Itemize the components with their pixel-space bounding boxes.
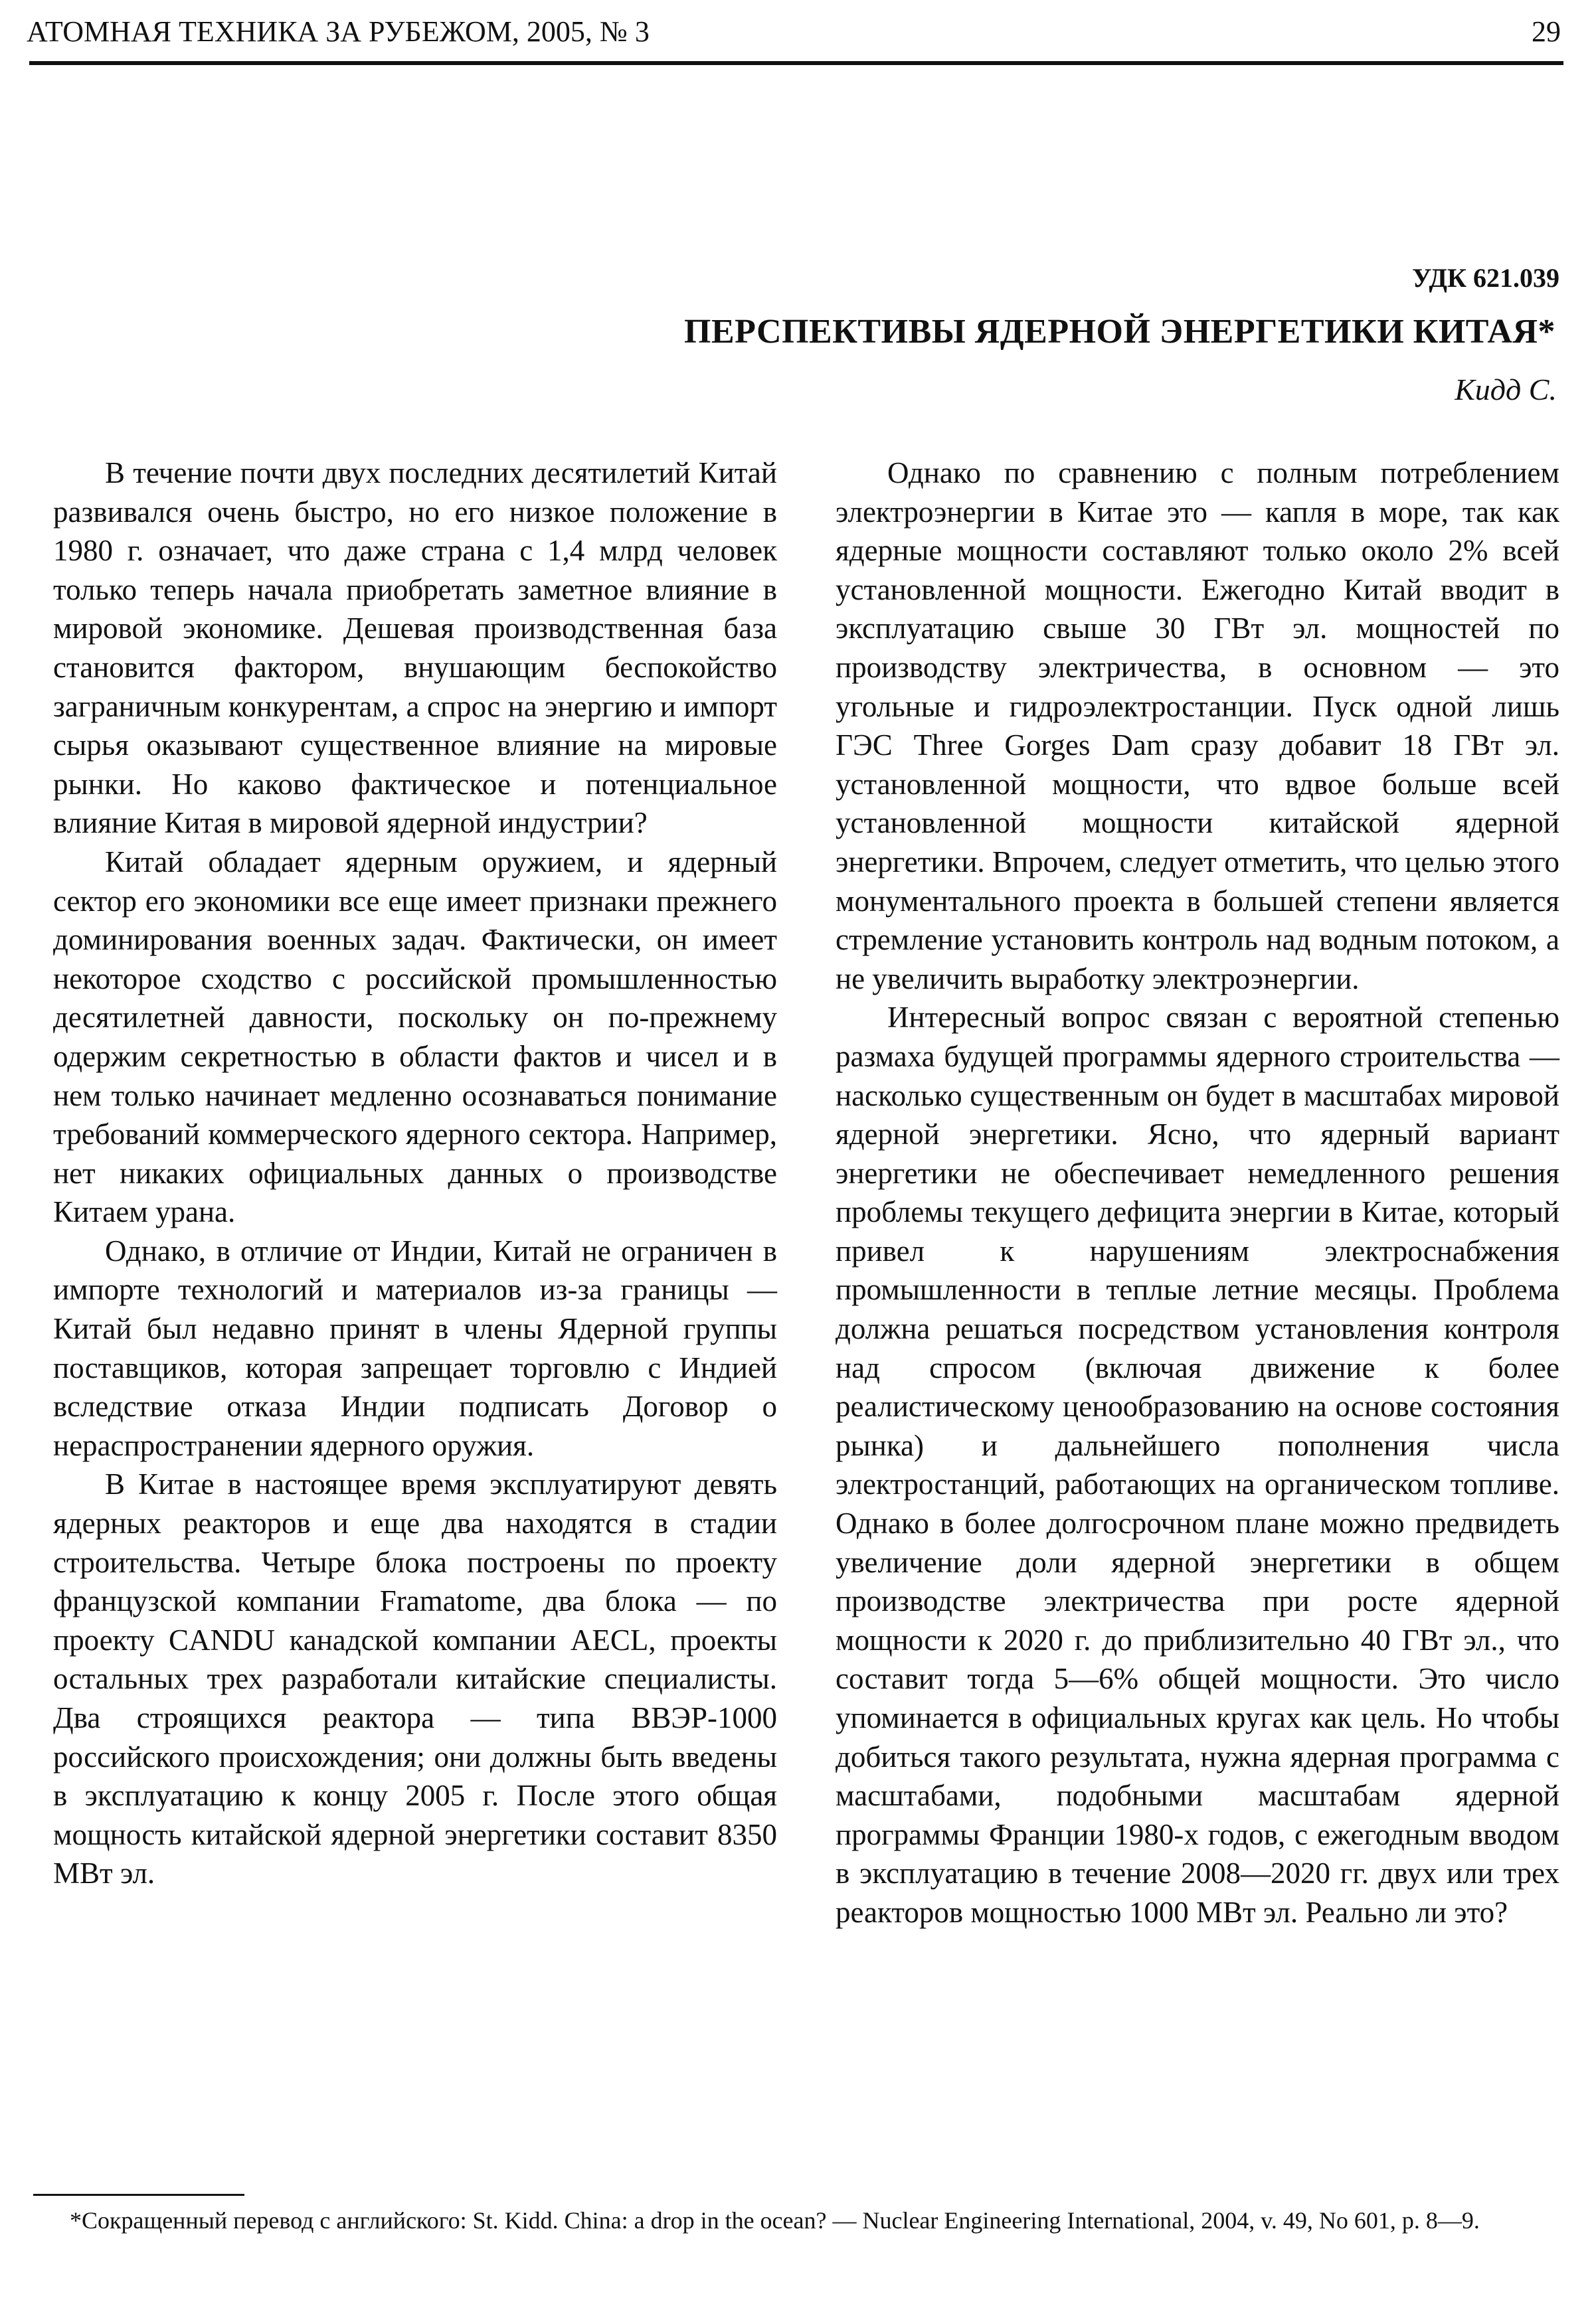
footnote-rule (33, 2194, 244, 2196)
page-number: 29 (1532, 15, 1561, 48)
journal-title: АТОМНАЯ ТЕХНИКА ЗА РУБЕЖОМ, 2005, № 3 (27, 15, 650, 48)
paragraph: В течение почти двух последних десятилетий Китай развивался очень быстро, но его низкое положение в 1980 г. означает, что даже страна с 1,4 млрд человек только теперь начала приобретать заметное влияние в мировой экономике. Дешевая производственная база становится фактором, внушающим беспокойство заграничным конкурентам, а спрос на энергию и импорт сырья оказывают существенное влияние на мировые рынки. Но каково фактическое и потенциальное влияние Китая в мировой ядерной индустрии? (53, 456, 777, 840)
article-author: Кидд С. (1455, 373, 1557, 406)
right-column (836, 454, 1559, 1932)
running-head (27, 15, 1561, 48)
header-rule (29, 61, 1563, 65)
left-column (53, 454, 777, 1893)
paragraph: В Китае в настоящее время эксплуатируют девять ядерных реакторов и еще два находятся в стадии строительства. Четыре блока построены по проекту французской компании Framatome, два блока — по проекту CANDU канадской компании AECL, проекты остальных трех разработали китайские специалисты. Два строящихся реактора — типа ВВЭР-1000 российского происхождения; они должны быть введены в эксплуатацию к концу 2005 г. После этого общая мощность китайской ядерной энергетики составит 8350 МВт эл. (53, 1467, 777, 1890)
paragraph: Китай обладает ядерным оружием, и ядерный сектор его экономики все еще имеет признаки прежнего доминирования военных задач. Фактически, он имеет некоторое сходство с российской промышленностью десятилетней давности, поскольку он по-прежнему одержим секретностью в области фактов и чисел и в нем только начинает медленно осознаваться понимание требований коммерческого ядерного сектора. Например, нет никаких официальных данных о производстве Китаем урана. (53, 845, 777, 1229)
udk-code: УДК 621.039 (1412, 263, 1559, 293)
paragraph: Однако, в отличие от Индии, Китай не ограничен в импорте технологий и материалов из-за границы — Китай был недавно принят в члены Ядерной группы поставщиков, которая запрещает торговлю с Индией вследствие отказа Индии подписать Договор о нераспространении ядерного оружия. (53, 1234, 777, 1462)
paragraph: Интересный вопрос связан с вероятной степенью размаха будущей программы ядерного строительства — насколько существенным он будет в масштабах мировой ядерной энергетики. Ясно, что ядерный вариант энергетики не обеспечивает немедленного решения проблемы текущего дефицита энергии в Китае, который привел к нарушениям электроснабжения промышленности в теплые летние месяцы. Проблема должна решаться посредством установления контроля над спросом (включая движение к более реалистическому ценообразованию на основе состояния рынка) и дальнейшего пополнения числа электростанций, работающих на органическом топливе. Однако в более долгосрочном плане можно предвидеть увеличение доли ядерной энергетики в общем производстве электричества при росте ядерной мощности к 2020 г. до приблизительно 40 ГВт эл., что составит тогда 5—6% общей мощности. Это число упоминается в официальных кругах как цель. Но чтобы добиться такого результата, нужна ядерная программа с масштабами, подобными масштабам ядерной программы Франции 1980-х годов, с ежегодным вводом в эксплуатацию в течение 2008—2020 гг. двух или трех реакторов мощностью 1000 МВт эл. Реально ли это? (836, 1001, 1559, 1929)
article-title: ПЕРСПЕКТИВЫ ЯДЕРНОЙ ЭНЕРГЕТИКИ КИТАЯ* (684, 313, 1555, 351)
footnote: *Сокращенный перевод с английского: St. Kidd. China: a drop in the ocean? — Nuclear Engineering International, 2004, v. 49, No 601, p. 8—9. (70, 2207, 1480, 2234)
paragraph: Однако по сравнению с полным потреблением электроэнергии в Китае это — капля в море, так как ядерные мощности составляют только около 2% всей установленной мощности. Ежегодно Китай вводит в эксплуатацию свыше 30 ГВт эл. мощностей по производству электричества, в основном — это угольные и гидроэлектростанции. Пуск одной лишь ГЭС Three Gorges Dam сразу добавит 18 ГВт эл. установленной мощности, что вдвое больше всей установленной мощности китайской ядерной энергетики. Впрочем, следует отметить, что целью этого монументального проекта в большей степени является стремление установить контроль над водным потоком, а не увеличить выработку электроэнергии. (836, 456, 1559, 995)
